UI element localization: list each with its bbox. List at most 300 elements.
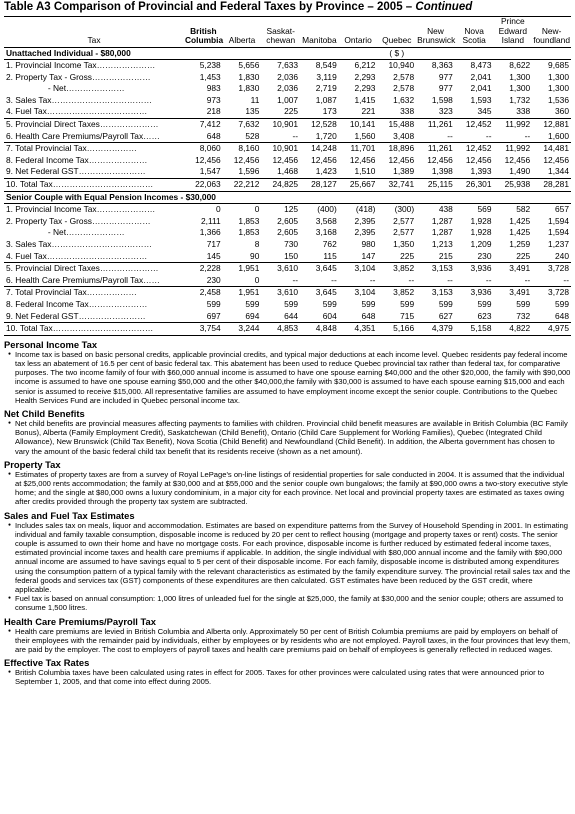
- table-cell: 4,848: [300, 323, 339, 336]
- table-cell: 1,087: [315, 94, 337, 105]
- row-label: 8. Federal Income Tax…………………: [6, 298, 148, 309]
- table-row: [4, 83, 571, 95]
- table-cell: 2,719: [315, 83, 337, 94]
- table-cell: --: [485, 130, 492, 141]
- table-row: [4, 166, 571, 178]
- table-row: [4, 60, 571, 72]
- table-cell: 9,685: [548, 60, 569, 71]
- table-cell: 150: [284, 250, 299, 261]
- table-cell: 1,007: [277, 94, 299, 105]
- table-cell: 1,393: [470, 166, 492, 177]
- note-heading: Health Care Premiums/Payroll Tax: [4, 615, 156, 627]
- table-cell: 14,248: [300, 143, 339, 155]
- table-cell: 3,610: [261, 287, 300, 299]
- table-cell: 528: [245, 130, 260, 141]
- table-row: [4, 227, 571, 239]
- table-cell: 648: [555, 310, 569, 321]
- table-cell: 25,938: [494, 179, 533, 192]
- table-cell: 599: [245, 298, 260, 309]
- table-cell: 977: [438, 83, 453, 94]
- table-cell: 1,213: [431, 239, 453, 249]
- table-cell: 12,456: [311, 154, 337, 165]
- table-cell: 627: [438, 310, 453, 321]
- table-cell: 12,452: [455, 119, 494, 131]
- notes-section: [4, 339, 571, 687]
- table-row: [4, 179, 571, 192]
- table-cell: 0: [254, 204, 260, 215]
- row-label: 9. Net Federal GST……………………: [6, 310, 146, 321]
- column-header-line: New: [427, 25, 444, 36]
- table-cell: 360: [555, 106, 569, 117]
- table-cell: 2,036: [277, 71, 299, 82]
- unit-label: ( $ ): [377, 47, 416, 60]
- table-cell: 6,212: [354, 60, 376, 71]
- table-cell: 648: [361, 310, 376, 321]
- table-cell: 983: [206, 83, 221, 94]
- column-header-province: [377, 17, 416, 47]
- table-cell: 225: [400, 250, 415, 261]
- table-cell: 12,456: [349, 154, 376, 165]
- note-item: [4, 668, 571, 686]
- table-cell: 657: [555, 204, 569, 215]
- table-cell: 90: [250, 250, 260, 261]
- table-cell: 3,754: [184, 323, 223, 336]
- table-cell: 5,166: [377, 323, 416, 336]
- table-cell: 3,852: [377, 263, 416, 275]
- column-header-line: Saskat-: [266, 25, 295, 36]
- table-cell: 7,412: [184, 119, 223, 131]
- column-header-line: Nova: [464, 25, 484, 36]
- table-cell: 25,115: [416, 179, 455, 192]
- bullet-icon: ●: [7, 521, 12, 528]
- row-label: 2. Property Tax - Gross…………………: [6, 215, 151, 226]
- row-label: 9. Net Federal GST……………………: [6, 166, 146, 177]
- table-cell: 28,281: [532, 179, 571, 192]
- column-header-line: Manitoba: [302, 35, 337, 45]
- table-cell: 25,667: [339, 179, 378, 192]
- table-cell: 694: [245, 310, 260, 321]
- column-header-province: [300, 17, 339, 47]
- table-cell: 599: [516, 298, 531, 309]
- column-header-line: British: [190, 25, 217, 36]
- note-heading: Property Tax: [4, 458, 61, 470]
- note-text: Estimates of property taxes are from a survey of Royal LePage's on-line listings of residential properties for sale conducted in 2004. It is assumed that the individual at $25,000 rents accommodation; the family at $30,000 and at $55,000 and the senior couple own bungalows; the family at $90,000 owns a two-story executive style home; and the single at $80,000 owns a luxury condominium, in a major city for each province. Net local and provincial property taxes are estimated as taxes owing after credits provided through the property tax system are subtracted.: [15, 469, 568, 507]
- table-cell: 125: [284, 204, 299, 215]
- note-text: Net child benefits are provincial measures affecting payments to families with children. Provincial child benefit measures are available in British Columbia (BC Family Bonus), Alberta (Family Employment Credit), Saskatchewan (Child Benefit), Ontario (Child Care Supplement for Working Families), Quebec (Integrated Child Allowance), New Brunswick (Child Tax Benefit), Nova Scotia (Child Benefit) and Newfoundland (Child Benefit). In addition, the Alberta government has chosen to vary the amount of the basic federal child tax benefit that its residents receive (shown as a net amount).: [15, 418, 568, 456]
- note-item: [4, 627, 571, 655]
- table-row: [4, 143, 571, 155]
- table-cell: 2,041: [470, 83, 492, 94]
- table-cell: 599: [206, 298, 221, 309]
- table-cell: 3,491: [494, 287, 533, 299]
- table-cell: 230: [477, 250, 492, 261]
- table-cell: --: [369, 274, 376, 285]
- table-cell: 1,398: [431, 166, 453, 177]
- table-cell: 8: [254, 239, 260, 249]
- title-continued: Continued: [415, 1, 473, 13]
- table-cell: 12,881: [532, 119, 571, 131]
- column-header-tax: [4, 17, 184, 47]
- note-heading: Sales and Fuel Tax Estimates: [4, 509, 135, 521]
- table-cell: 1,720: [315, 130, 337, 141]
- table-cell: (418): [355, 204, 376, 215]
- table-cell: 3,936: [455, 287, 494, 299]
- table-cell: 3,153: [416, 287, 455, 299]
- table-cell: 4,351: [339, 323, 378, 336]
- table-cell: 10,940: [388, 60, 415, 71]
- table-cell: 28,127: [300, 179, 339, 192]
- table-cell: 732: [516, 310, 531, 321]
- table-row: [4, 239, 571, 251]
- row-label: 8. Federal Income Tax…………………: [6, 154, 148, 165]
- table-cell: --: [331, 274, 337, 285]
- table-cell: 1,300: [509, 71, 531, 82]
- table-cell: 8,622: [509, 60, 531, 71]
- table-cell: 1,594: [548, 215, 569, 226]
- row-label: 5. Provincial Direct Taxes…………………: [4, 119, 184, 131]
- table-cell: 323: [438, 106, 453, 117]
- table-cell: 5,238: [199, 60, 221, 71]
- table-cell: 135: [245, 106, 260, 117]
- table-cell: 338: [400, 106, 415, 117]
- table-cell: 12,456: [543, 154, 569, 165]
- row-label: 10. Total Tax………………………………: [4, 179, 184, 192]
- note-heading: Net Child Benefits: [4, 407, 85, 419]
- table-cell: 14,481: [532, 143, 571, 155]
- table-cell: 1,830: [238, 71, 260, 82]
- table-cell: 215: [438, 250, 453, 261]
- table-cell: 582: [516, 204, 531, 215]
- table-cell: 1,593: [470, 94, 492, 105]
- table-cell: 2,395: [354, 215, 376, 226]
- table-cell: 1,490: [509, 166, 531, 177]
- table-cell: 3,728: [532, 287, 571, 299]
- table-cell: 225: [284, 106, 299, 117]
- table-cell: 644: [284, 310, 299, 321]
- table-cell: 3,119: [316, 71, 337, 82]
- table-cell: 22,063: [184, 179, 223, 192]
- table-cell: 5,158: [455, 323, 494, 336]
- table-cell: 604: [322, 310, 337, 321]
- column-header-line: Edward: [498, 25, 528, 36]
- table-cell: 3,610: [261, 263, 300, 275]
- table-cell: 1,425: [509, 227, 531, 238]
- note-text: Includes sales tax on meals, liquor and accommodation. Estimates are based on expenditure patterns from the Survey of Household Spending in 2001. In estimating individual and family taxable consumption, disposable income is reduced by 20 per cent to reflect housing (mortgage and property taxes or rent) costs. The senior couple is assumed to own their home and have no mortgage costs. For each province, disposable income is further reduced by estimated federal income taxes, estimated provincial income taxes and health care premiums if applicable. In addition, the single individual with $80,000 annual income and the family with $90,000 annual income are assumed to have savings equal to 5 per cent of their disposable income. For each family, disposable income is distributed among expenditures using the consumption pattern of a typical family with the relevant characteristics as estimated by the family expenditure survey. The provincial retail sales tax and the federal goods and services tax (GST) components of these expenditures are then calculated. GST estimates have been reduced by the GST credit, where applicable.: [15, 520, 571, 595]
- table-cell: 2,577: [393, 227, 415, 238]
- table-cell: 1,536: [548, 94, 569, 105]
- table-cell: 11,701: [339, 143, 378, 155]
- table-cell: 762: [322, 239, 337, 249]
- table-cell: 225: [516, 250, 531, 261]
- table-cell: 1,389: [393, 166, 415, 177]
- table-cell: 599: [477, 298, 492, 309]
- column-header-line: Tax: [87, 35, 101, 45]
- table-cell: 1,366: [199, 227, 221, 238]
- table-cell: 4,379: [416, 323, 455, 336]
- table-cell: 221: [361, 106, 376, 117]
- table-cell: 12,456: [465, 154, 492, 165]
- table-cell: 1,259: [509, 239, 531, 249]
- column-header-line: Scotia: [462, 35, 486, 45]
- table-cell: 1,344: [548, 166, 569, 177]
- table-cell: 1,453: [199, 71, 221, 82]
- table-cell: 3,936: [455, 263, 494, 275]
- note-heading: Effective Tax Rates: [4, 657, 90, 669]
- table-cell: 2,111: [200, 215, 221, 226]
- table-cell: 0: [216, 204, 221, 215]
- table-cell: 8,060: [184, 143, 223, 155]
- note-item: [4, 419, 571, 456]
- section-heading: Senior Couple with Equal Pension Incomes - $30,000: [4, 191, 377, 204]
- table-row: [4, 119, 571, 131]
- table-cell: 3,852: [377, 287, 416, 299]
- section-heading: Unattached Individual - $80,000: [4, 47, 377, 60]
- table-cell: 7,632: [223, 119, 262, 131]
- table-cell: 599: [555, 298, 569, 309]
- table-cell: 12,456: [504, 154, 531, 165]
- row-label: - Net…………………: [6, 83, 125, 94]
- table-cell: 599: [322, 298, 337, 309]
- table-cell: 5,656: [238, 60, 260, 71]
- table-cell: 11,992: [494, 143, 533, 155]
- table-cell: 730: [284, 239, 299, 249]
- table-cell: 3,168: [315, 227, 337, 238]
- table-cell: 0: [254, 274, 260, 285]
- column-header-line: foundland: [533, 35, 570, 45]
- table-cell: 599: [284, 298, 299, 309]
- column-header-province: [223, 17, 262, 47]
- table-cell: 3,645: [300, 263, 339, 275]
- table-row: [4, 155, 571, 167]
- table-cell: 11,992: [494, 119, 533, 131]
- table-row: [4, 251, 571, 263]
- table-cell: 1,415: [354, 94, 376, 105]
- note-text: Fuel tax is based on annual consumption: 1,000 litres of unleaded fuel for the single at $25,000, the family at $30,000 and the senior couple; others are assumed to consume 1,500 litres.: [15, 594, 564, 613]
- bullet-icon: ●: [7, 419, 12, 426]
- table-cell: 2,578: [393, 71, 415, 82]
- table-cell: 32,741: [377, 179, 416, 192]
- table-cell: 11: [250, 94, 260, 105]
- table-cell: 3,728: [532, 263, 571, 275]
- table-row: [4, 263, 571, 275]
- table-cell: 980: [361, 239, 376, 249]
- table-cell: 12,456: [233, 154, 260, 165]
- table-cell: (400): [317, 204, 337, 215]
- bullet-icon: ●: [7, 595, 12, 602]
- table-cell: 599: [361, 298, 376, 309]
- table-cell: 4,975: [532, 323, 571, 336]
- table-cell: 3,491: [494, 263, 533, 275]
- table-row: [4, 287, 571, 299]
- table-cell: 1,598: [431, 94, 453, 105]
- table-cell: 24,825: [261, 179, 300, 192]
- table-cell: 8,363: [431, 60, 453, 71]
- table-cell: 1,237: [548, 239, 569, 249]
- table-cell: 2,041: [470, 71, 492, 82]
- column-header-line: Alberta: [228, 35, 256, 45]
- column-header-line: Brunswick: [417, 35, 456, 45]
- note-item: [4, 470, 571, 507]
- table-cell: 10,141: [339, 119, 378, 131]
- table-cell: 2,605: [277, 215, 299, 226]
- table-cell: 1,547: [199, 166, 221, 177]
- bullet-icon: ●: [7, 669, 12, 676]
- table-cell: 4,822: [494, 323, 533, 336]
- table-cell: 2,577: [393, 215, 415, 226]
- row-label: 2. Property Tax - Gross…………………: [6, 71, 151, 82]
- table-cell: 2,395: [354, 227, 376, 238]
- table-cell: 1,853: [238, 215, 260, 226]
- page-title: [4, 0, 571, 17]
- table-cell: 3,244: [223, 323, 262, 336]
- table-cell: 599: [438, 298, 453, 309]
- row-label: 1. Provincial Income Tax…………………: [6, 204, 156, 215]
- table-cell: 3,104: [339, 287, 378, 299]
- table-row: [4, 106, 571, 118]
- column-header-province: [339, 17, 378, 47]
- table-cell: 173: [322, 106, 337, 117]
- table-cell: --: [524, 130, 531, 141]
- table-cell: 8,160: [223, 143, 262, 155]
- table-cell: --: [447, 274, 453, 285]
- table-row: [4, 95, 571, 107]
- table-cell: 3,408: [393, 130, 415, 141]
- table-cell: 1,425: [509, 215, 531, 226]
- table-cell: 7,633: [277, 60, 299, 71]
- table-cell: --: [292, 130, 299, 141]
- table-cell: 973: [206, 94, 221, 105]
- row-label: 6. Health Care Premiums/Payroll Tax……: [6, 130, 160, 141]
- unit-label: [377, 191, 416, 204]
- note-text: Income tax is based on basic personal credits, applicable provincial credits, and typical major deductions at each income level. Quebec residents pay federal income tax less an abatement of 16.5 per cent of basic federal tax. This abatement has been used to reduce Quebec provincial tax rather than federal tax, for comparative purposes. The two income family of four with $60,000 annual income is assumed to have one spouse earning $40,000 and the other $20,000, the family with $90,000 income is assumed to have one spouse earning $50,000 and the other $40,000,the family with $30,000 is assumed to have each spouse earning $15,000 and each senior is assumed to receive $15,000. All representative families are assumed to have employment income except the senior couple. Contributions to the Quebec Health Services Fund are included in Quebec personal income tax.: [15, 349, 571, 405]
- table-cell: 1,350: [393, 239, 415, 249]
- table-header-row: [4, 17, 571, 47]
- table-cell: --: [524, 274, 531, 285]
- row-label: 3. Sales Tax………………………………: [6, 94, 152, 105]
- row-label: - Net…………………: [6, 227, 125, 238]
- table-cell: 1,596: [238, 166, 260, 177]
- row-label: 1. Provincial Income Tax…………………: [6, 60, 156, 71]
- row-label: 7. Total Provincial Tax………………: [4, 287, 184, 299]
- table-row: [4, 216, 571, 228]
- table-row: [4, 299, 571, 311]
- table-cell: 2,605: [277, 227, 299, 238]
- table-cell: 599: [400, 298, 415, 309]
- table-cell: 11,261: [416, 119, 455, 131]
- table-cell: --: [292, 274, 299, 285]
- table-row: [4, 204, 571, 216]
- column-header-province: [494, 17, 533, 47]
- column-header-line: New-: [541, 25, 562, 36]
- table-cell: 2,228: [184, 263, 223, 275]
- table-cell: 8,549: [315, 60, 337, 71]
- bullet-icon: ●: [7, 350, 12, 357]
- table-cell: 345: [477, 106, 492, 117]
- table-cell: (300): [394, 204, 415, 215]
- table-row: [4, 323, 571, 336]
- table-cell: 22,212: [223, 179, 262, 192]
- section-heading-filler: [416, 47, 571, 60]
- table-cell: 1,928: [470, 227, 492, 238]
- table-cell: 3,645: [300, 287, 339, 299]
- table-cell: 1,300: [548, 83, 569, 94]
- table-row: [4, 311, 571, 323]
- table-cell: 1,287: [431, 215, 453, 226]
- table-cell: 12,456: [195, 154, 221, 165]
- table-cell: --: [447, 130, 453, 141]
- row-label: 3. Sales Tax………………………………: [6, 239, 152, 249]
- column-header-line: Ontario: [344, 35, 372, 45]
- table-cell: 1,600: [548, 130, 569, 141]
- table-cell: 1,423: [315, 166, 337, 177]
- table-cell: 1,287: [431, 227, 453, 238]
- column-header-line: Columbia: [185, 35, 224, 45]
- column-header-line: Prince: [500, 16, 525, 26]
- table-cell: 2,036: [277, 83, 299, 94]
- note-item: [4, 521, 571, 595]
- table-cell: 2,293: [354, 71, 376, 82]
- table-cell: 1,300: [548, 71, 569, 82]
- column-header-line: Island: [501, 35, 525, 45]
- table-cell: 1,560: [354, 130, 376, 141]
- table-cell: 1,830: [238, 83, 260, 94]
- row-label: 4. Fuel Tax………………………………: [6, 250, 148, 261]
- tax-comparison-table: [4, 17, 571, 336]
- table-cell: 1,300: [509, 83, 531, 94]
- row-label: 6. Health Care Premiums/Payroll Tax……: [6, 274, 160, 285]
- table-cell: 3,568: [315, 215, 337, 226]
- table-cell: 1,632: [393, 94, 415, 105]
- table-cell: 18,896: [377, 143, 416, 155]
- table-cell: 569: [477, 204, 492, 215]
- title-main: Table A3 Comparison of Provincial and Federal Taxes by Province – 2005 –: [4, 1, 416, 13]
- table-row: [4, 131, 571, 143]
- bullet-icon: ●: [7, 470, 12, 477]
- column-header-province: [532, 17, 571, 47]
- table-cell: 15,488: [377, 119, 416, 131]
- section-heading-filler: [416, 191, 571, 204]
- table-cell: 147: [361, 250, 376, 261]
- table-cell: 230: [206, 274, 221, 285]
- table-row: [4, 72, 571, 84]
- table-cell: 623: [477, 310, 492, 321]
- table-cell: 2,458: [184, 287, 223, 299]
- table-row: [4, 275, 571, 287]
- row-label: 4. Fuel Tax………………………………: [6, 106, 148, 117]
- table-cell: 115: [323, 250, 337, 261]
- bullet-icon: ●: [7, 627, 12, 634]
- row-label: 10. Total Tax………………………………: [4, 323, 184, 336]
- table-cell: 2,293: [354, 83, 376, 94]
- table-cell: 12,528: [300, 119, 339, 131]
- table-cell: 4,853: [261, 323, 300, 336]
- table-cell: 1,594: [548, 227, 569, 238]
- column-header-province: [455, 17, 494, 47]
- table-cell: 1,510: [354, 166, 376, 177]
- table-cell: 8,473: [470, 60, 492, 71]
- table-cell: --: [563, 274, 569, 285]
- table-cell: 145: [206, 250, 221, 261]
- column-header-line: Quebec: [382, 35, 412, 45]
- column-header-province: [416, 17, 455, 47]
- note-text: British Columbia taxes have been calculated using rates in effect for 2005. Taxes for other provinces were calculated using rates that were announced prior to September 1, 2005, and that come into effect during 2005.: [15, 668, 545, 687]
- table-cell: 3,104: [339, 263, 378, 275]
- table-cell: 2,578: [393, 83, 415, 94]
- table-cell: 12,456: [427, 154, 453, 165]
- table-cell: 438: [438, 204, 453, 215]
- table-cell: 10,901: [261, 143, 300, 155]
- column-header-line: chewan: [266, 35, 296, 45]
